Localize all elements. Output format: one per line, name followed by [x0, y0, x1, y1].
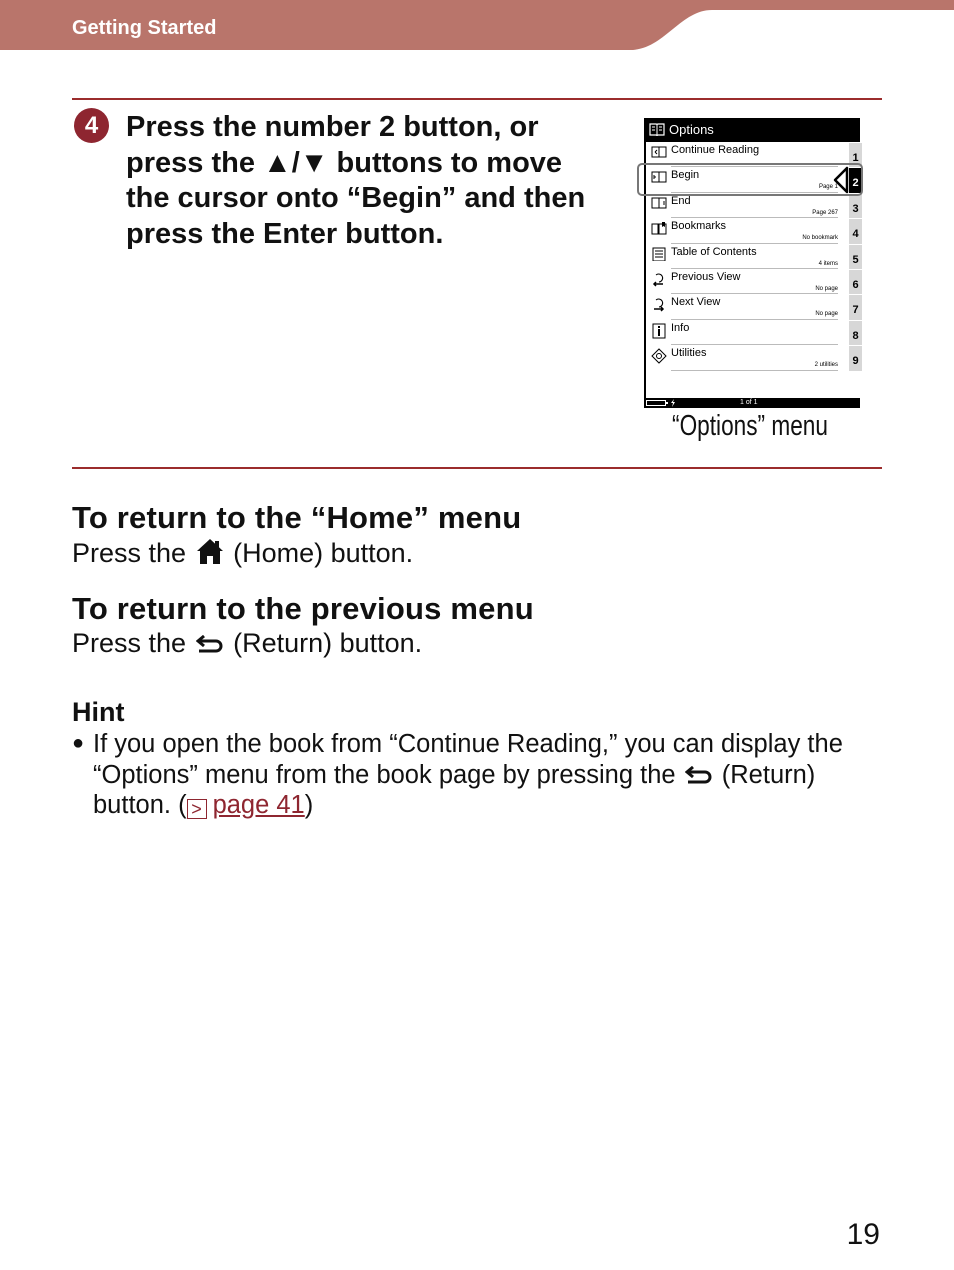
menu-item-detail: No page: [815, 286, 838, 292]
home-icon: [196, 538, 224, 565]
battery-icon: [646, 400, 668, 406]
number-tab-9: 9: [849, 345, 862, 370]
home-section-title: To return to the “Home” menu: [72, 500, 522, 535]
options-title: Options: [669, 122, 714, 137]
book-end-icon: [651, 196, 667, 210]
menu-item-table-of-contents[interactable]: [646, 244, 848, 269]
top-divider: [72, 98, 882, 100]
charging-icon: [670, 399, 676, 407]
step-number-badge: 4: [74, 108, 109, 143]
number-tab-1: 1: [849, 142, 862, 167]
menu-item-detail: No page: [815, 311, 838, 318]
options-title-bar: [644, 118, 860, 142]
previous-section-title: To return to the previous menu: [72, 591, 534, 626]
step-instruction: Press the number 2 button, or press the ▲/▼ buttons to move the cursor onto “Begin” and then press the Enter button.: [126, 111, 586, 250]
menu-item-label: Bookmarks: [671, 220, 727, 233]
home-section-text: [72, 538, 413, 569]
previous-text-after: (Return) button.: [233, 628, 423, 658]
options-menu-screen: [644, 118, 860, 408]
section-title: Getting Started: [72, 17, 217, 39]
menu-item-utilities[interactable]: [646, 345, 848, 370]
previous-view-icon: [651, 272, 667, 288]
menu-item-detail: No bookmark: [802, 235, 838, 242]
contents-icon: [651, 247, 667, 261]
previous-text-before: Press the: [72, 628, 187, 658]
menu-item-label: Continue Reading: [671, 144, 760, 156]
menu-item-label: Begin: [671, 169, 700, 182]
page-number: 19: [846, 1218, 880, 1251]
info-icon: [651, 323, 667, 339]
number-tab-8: 8: [849, 320, 862, 345]
number-tab-4: 4: [849, 218, 862, 243]
row-divider: [671, 370, 838, 371]
menu-item-next-view[interactable]: [646, 294, 848, 319]
hint-text-3: ): [304, 791, 314, 819]
hint-text-1: If you open the book from “Continue Reading,” you can display the “Options” menu from the book page by pressing the: [93, 730, 843, 789]
number-tab-5: 5: [849, 244, 862, 269]
menu-item-label: Table of Contents: [671, 245, 757, 258]
next-view-icon: [651, 297, 667, 313]
utilities-icon: [651, 348, 667, 364]
book-icon: [649, 123, 665, 136]
menu-item-detail: Page 267: [812, 209, 838, 216]
menu-item-detail: 4 items: [818, 260, 838, 267]
number-tab-3: 3: [849, 193, 862, 218]
bookmark-icon: [651, 221, 667, 235]
menu-item-previous-view[interactable]: [646, 269, 848, 294]
menu-item-detail: 2 utilities: [814, 362, 838, 369]
previous-section-text: [72, 628, 422, 659]
hint-text-2: (Return) button. (: [93, 760, 816, 819]
menu-item-label: Previous View: [671, 271, 741, 283]
menu-item-bookmarks[interactable]: [646, 218, 848, 243]
page-41-link[interactable]: page 41: [212, 791, 305, 819]
selected-item-highlight: [637, 163, 863, 196]
home-text-after: (Home) button.: [233, 538, 414, 568]
menu-item-label: Info: [671, 321, 690, 334]
hint-title: Hint: [72, 697, 125, 727]
number-tab-6: 6: [849, 269, 862, 294]
bullet-icon: ●: [72, 732, 85, 754]
page-reference-icon: >: [187, 799, 207, 819]
menu-item-label: Next View: [671, 296, 721, 309]
selection-arrow-icon: [833, 166, 861, 194]
return-icon: [685, 766, 713, 786]
screen-caption: “Options” menu: [672, 410, 828, 442]
number-tab-2: 2: [849, 167, 862, 192]
section-divider: [72, 467, 882, 469]
menu-item-detail: Page 1: [818, 184, 838, 191]
return-icon: [196, 635, 224, 655]
menu-item-label: End: [671, 194, 691, 207]
menu-item-info[interactable]: [646, 320, 848, 345]
device-status-bar: [644, 398, 860, 408]
menu-item-label: Utilities: [671, 347, 707, 360]
hint-text: [93, 729, 893, 821]
menu-item-end[interactable]: [646, 193, 848, 218]
page-indicator: 1 of 1: [740, 399, 758, 406]
number-tab-7: 7: [849, 294, 862, 319]
book-resume-icon: [651, 145, 667, 159]
home-text-before: Press the: [72, 538, 187, 568]
